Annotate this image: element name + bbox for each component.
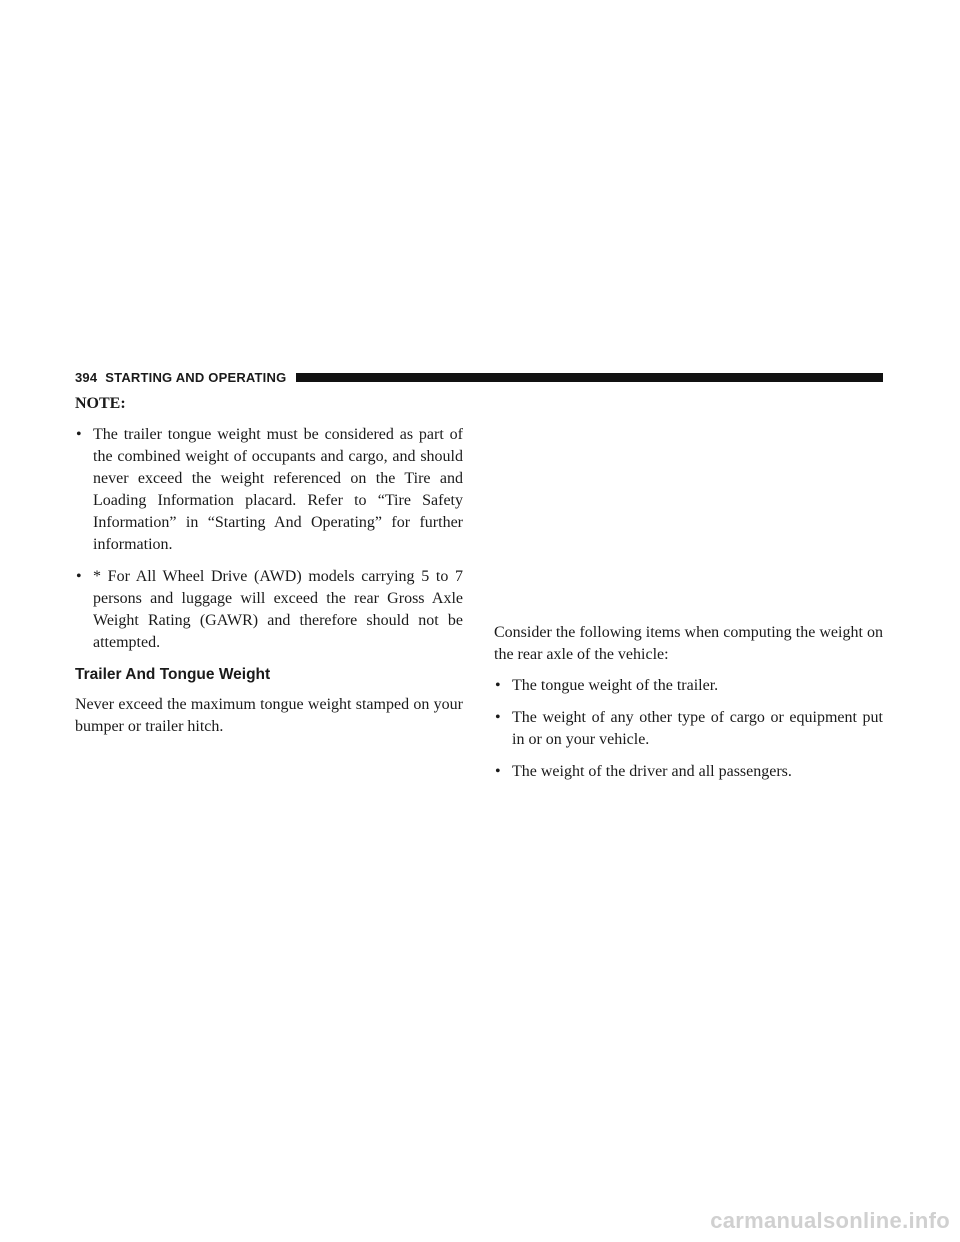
bullet-icon: • bbox=[76, 426, 82, 443]
header-rule bbox=[296, 373, 883, 382]
list-item bbox=[494, 707, 883, 751]
left-column bbox=[75, 393, 463, 747]
items-bullet-list bbox=[494, 675, 883, 783]
page-number: 394 bbox=[75, 369, 98, 385]
note-bullet-list bbox=[75, 424, 463, 654]
section-title: STARTING AND OPERATING bbox=[105, 369, 287, 385]
watermark: carmanualsonline.info bbox=[710, 1208, 950, 1233]
section-heading: Trailer And Tongue Weight bbox=[75, 666, 271, 683]
note-label: NOTE: bbox=[75, 395, 126, 412]
list-item-text: * For All Wheel Drive (AWD) models carrying 5 to 7 persons and luggage will exceed the rear Gross Axle Weight Rating (GAWR) and therefore should not be attempted. bbox=[93, 568, 463, 651]
list-item-text: The trailer tongue weight must be considered as part of the combined weight of occupants and cargo, and should never exceed the weight referenced on the Tire and Loading Information placard. Refer to “Tire Safety Information” in “Starting And Operating” for further information. bbox=[93, 426, 463, 553]
intro-paragraph: Consider the following items when computing the weight on the rear axle of the vehicle: bbox=[494, 624, 883, 663]
bullet-icon: • bbox=[495, 709, 501, 726]
page-header bbox=[75, 368, 883, 386]
right-column bbox=[494, 622, 883, 793]
bullet-icon: • bbox=[495, 677, 501, 694]
list-item-text: The tongue weight of the trailer. bbox=[512, 677, 719, 694]
bullet-icon: • bbox=[495, 763, 501, 780]
list-item-text: The weight of the driver and all passengers. bbox=[512, 763, 792, 780]
list-item bbox=[494, 675, 883, 697]
list-item bbox=[75, 424, 463, 556]
list-item bbox=[75, 566, 463, 654]
list-item-text: The weight of any other type of cargo or equipment put in or on your vehicle. bbox=[512, 709, 883, 748]
body-paragraph: Never exceed the maximum tongue weight stamped on your bumper or trailer hitch. bbox=[75, 696, 463, 735]
list-item bbox=[494, 761, 883, 783]
bullet-icon: • bbox=[76, 568, 82, 585]
